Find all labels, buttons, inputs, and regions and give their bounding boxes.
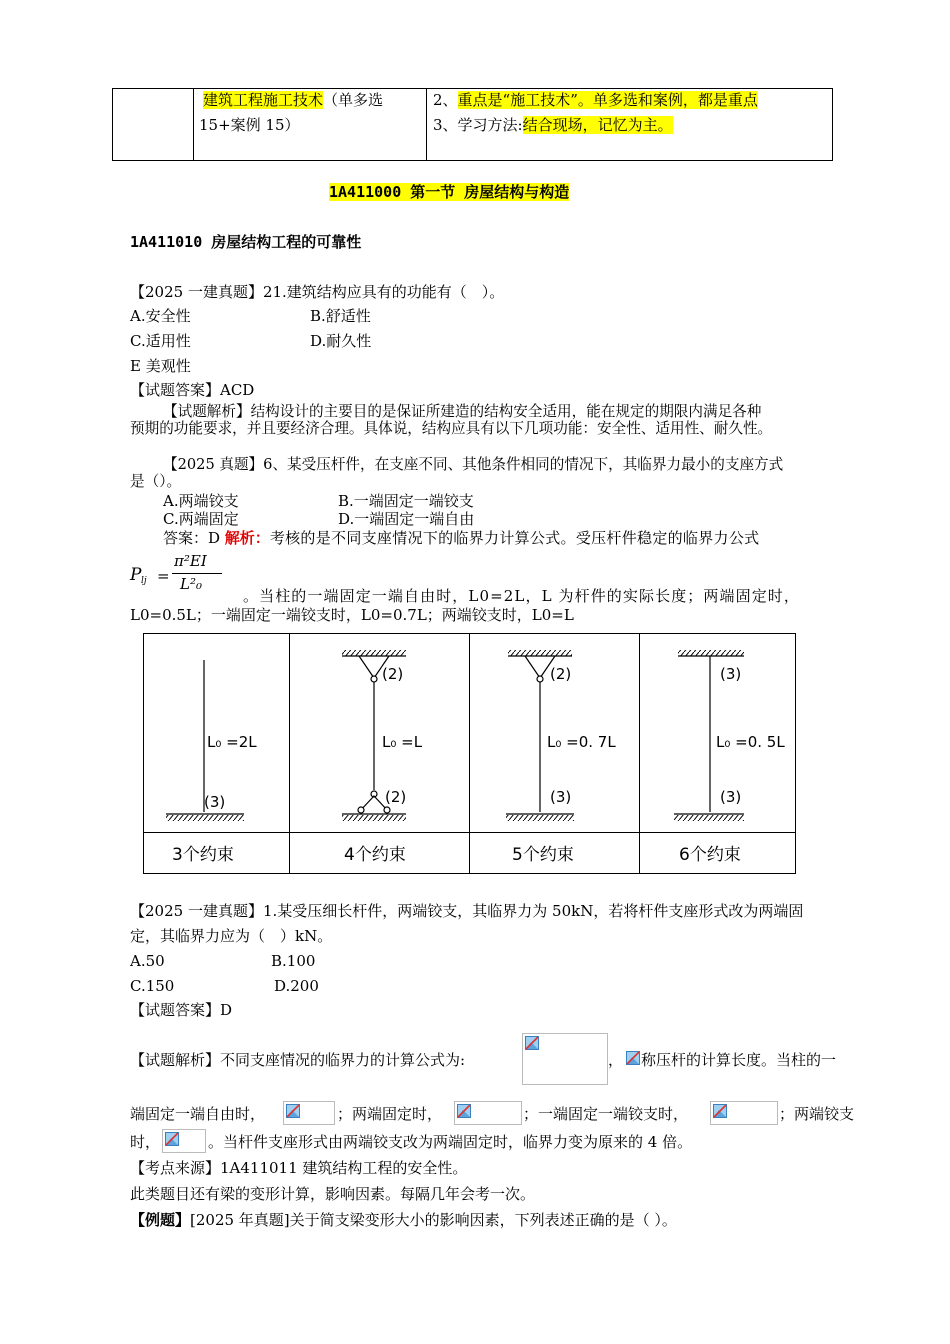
q3-option-d: D.200 (274, 977, 319, 995)
caption-5-constraints: 5个约束 (512, 845, 574, 865)
column-4-length-label: L₀ =0. 5L (716, 733, 785, 751)
q3-stem-line2: 定，其临界力应为（ ）kN。 (130, 927, 333, 945)
q2-option-d: D.一端固定一端自由 (338, 510, 475, 528)
broken-formula-image (710, 1101, 778, 1125)
broken-formula-image (283, 1101, 335, 1125)
q3-stem-line1: 【2025 一建真题】1.某受压细长杆件，两端铰支，其临界力为 50kN，若将杆件支座形式改为两端固 (130, 902, 804, 920)
q3-option-b: B.100 (271, 952, 316, 970)
column-2-length-label: L₀ =L (382, 733, 423, 751)
q3-analysis-line1-end: 称压杆的计算长度。当柱的一 (641, 1051, 837, 1069)
broken-formula-image (522, 1033, 608, 1085)
broken-formula-image (454, 1101, 522, 1125)
column-3-top-mark: (2) (550, 665, 572, 683)
broken-image-icon (525, 1036, 539, 1050)
column-2-top-mark: (2) (382, 665, 404, 683)
q1-option-d: D.耐久性 (310, 332, 372, 350)
table-cell-topic: 建筑工程施工技术（单多选 (203, 91, 384, 109)
table-cell-note-1: 2、重点是“施工技术”。单多选和案例，都是重点 (433, 91, 758, 109)
q2-stem-line1: 【2025 真题】6、某受压杆件，在支座不同、其他条件相同的情况下，其临界力最小的支座方式 (163, 456, 784, 473)
q3-analysis-line2-b: ；两端固定时， (337, 1105, 443, 1123)
q3-option-c: C.150 (130, 977, 175, 995)
q2-option-b: B.一端固定一端铰支 (338, 492, 474, 510)
broken-formula-image (162, 1129, 206, 1153)
q1-answer: 【试题答案】ACD (130, 381, 255, 399)
example-question: 【例题】[2025 年真题]关于简支梁变形大小的影响因素，下列表述正确的是（ ）。 (130, 1211, 677, 1229)
q3-analysis-line2-c: ；一端固定一端铰支时， (523, 1105, 689, 1123)
q2-analysis: 答案：D 解析：考核的是不同支座情况下的临界力计算公式。受压杆件稳定的临界力公式 (163, 529, 760, 547)
q3-source: 【考点来源】1A411011 建筑结构工程的安全性。 (130, 1159, 468, 1177)
column-1-bottom-mark: (3) (204, 793, 226, 811)
q3-analysis-line2-a: 端固定一端自由时， (130, 1105, 266, 1123)
q2-analysis-line3: L0=0.5L；一端固定一端铰支时，L0=0.7L；两端铰支时，L0=L (130, 606, 574, 624)
q3-note: 此类题目还有梁的变形计算，影响因素。每隔几年会考一次。 (130, 1185, 536, 1203)
q3-analysis-line3-b: 。当杆件支座形式由两端铰支改为两端固定时，临界力变为原来的 4 倍。 (208, 1133, 693, 1151)
q2-analysis-line2: 。当柱的一端固定一端自由时，L0=2L，L 为杆件的实际长度；两端固定时， (243, 587, 801, 605)
broken-image-icon (165, 1132, 179, 1146)
table-cell-topic-line2: 15+案例 15） (199, 116, 300, 134)
q1-option-a: A.安全性 (130, 307, 191, 325)
q3-analysis-line2-d: ；两端铰支 (779, 1105, 855, 1123)
q1-option-b: B.舒适性 (310, 307, 371, 325)
broken-image-icon (626, 1051, 640, 1065)
broken-image-icon (286, 1104, 300, 1118)
q1-stem: 【2025 一建真题】21.建筑结构应具有的功能有（ ）。 (130, 283, 505, 301)
q1-analysis-line2: 预期的功能要求，并且要经济合理。具体说，结构应具有以下几项功能：安全性、适用性、耐久性。 (130, 420, 773, 437)
q1-option-e: E 美观性 (130, 357, 191, 375)
table-col-divider (193, 89, 194, 160)
q1-option-c: C.适用性 (130, 332, 191, 350)
q2-option-c: C.两端固定 (163, 510, 239, 528)
column-3-length-label: L₀ =0. 7L (547, 733, 616, 751)
q3-option-a: A.50 (130, 952, 165, 970)
table-cell-note-2: 3、学习方法:结合现场，记忆为主。 (433, 116, 673, 134)
section-title: 1A411000 第一节 房屋结构与构造 (329, 183, 570, 201)
caption-6-constraints: 6个约束 (679, 845, 741, 865)
q2-stem-line2: 是（）。 (130, 473, 182, 490)
column-4-bottom-mark: (3) (720, 788, 742, 806)
caption-4-constraints: 4个约束 (344, 845, 406, 865)
q2-option-a: A.两端铰支 (163, 492, 239, 510)
table-col-divider (426, 89, 427, 160)
column-support-diagram (143, 633, 796, 874)
caption-3-constraints: 3个约束 (172, 845, 234, 865)
subsection-title: 1A411010 房屋结构工程的可靠性 (130, 233, 362, 251)
column-2-bottom-mark: (2) (385, 788, 407, 806)
column-4-top-mark: (3) (720, 665, 742, 683)
column-1-length-label: L₀ =2L (207, 733, 257, 751)
critical-force-formula: P lj = π²EI L²₀ (130, 552, 225, 598)
broken-inline-image (624, 1049, 640, 1067)
q3-answer: 【试题答案】D (130, 1001, 233, 1019)
broken-image-icon (713, 1104, 727, 1118)
q3-analysis-line3-a: 时， (130, 1133, 161, 1151)
q1-analysis-line1: 【试题解析】结构设计的主要目的是保证所建造的结构安全适用，能在规定的期限内满足各种 (163, 403, 762, 420)
column-3-bottom-mark: (3) (550, 788, 572, 806)
q3-analysis-comma: ， (608, 1051, 624, 1069)
q3-analysis-line1: 【试题解析】不同支座情况的临界力的计算公式为: (130, 1051, 466, 1069)
broken-image-icon (457, 1104, 471, 1118)
